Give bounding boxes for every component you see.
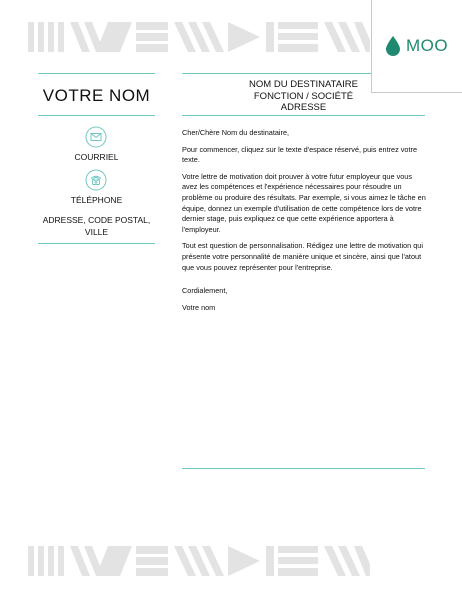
recipient-address: ADRESSE bbox=[280, 102, 327, 113]
sidebar-name-rule bbox=[38, 115, 155, 116]
letter-signature[interactable]: Votre nom bbox=[182, 302, 216, 312]
letter-body bbox=[182, 128, 426, 319]
envelope-icon bbox=[85, 126, 107, 148]
recipient-bottom-rule bbox=[182, 115, 425, 116]
letter-greeting[interactable]: Cher/Chère Nom du destinataire, bbox=[182, 128, 290, 137]
address-label: ADRESSE, CODE POSTAL, VILLE bbox=[42, 215, 151, 237]
recipient-block bbox=[182, 79, 425, 114]
letter-paragraph-3[interactable]: Tout est question de personnalisation. Rédigez une lettre de motivation qui présente votre personnalité de manière unique et sincère, ainsi que l'atout que vous pouvez représenter pour l'entreprise. bbox=[182, 241, 423, 272]
top-decorative-band bbox=[28, 22, 370, 52]
recipient-role: FONCTION / SOCIÉTÉ bbox=[253, 90, 354, 102]
letter-paragraph-1[interactable]: Pour commencer, cliquez sur le texte d'espace réservé, puis entrez votre texte. bbox=[182, 144, 418, 165]
phone-label: TÉLÉPHONE bbox=[70, 195, 123, 205]
letter-closing[interactable]: Cordialement, bbox=[182, 286, 228, 296]
bottom-decorative-band bbox=[28, 546, 370, 576]
recipient-name: NOM DU DESTINATAIRE bbox=[249, 79, 358, 90]
sender-name: VOTRE NOM bbox=[42, 86, 151, 105]
sidebar-bottom-rule bbox=[38, 243, 155, 244]
recipient-top-rule bbox=[182, 73, 371, 74]
email-label: COURRIEL bbox=[74, 152, 119, 162]
letter-bottom-rule bbox=[182, 468, 425, 469]
sidebar-top-rule bbox=[38, 73, 155, 74]
letter-paragraph-2[interactable]: Votre lettre de motivation doit prouver à votre futur employeur que vous avez les compétences et l'expérience nécessaires pour résoudre un problème ou produire des résultats. Par exemple, si vous aimez le tâche en équipe, donnez un exemple d'utilisation de cette compétence lors de votre dernier stage, puis expliquez ce que cette expérience apportera à l'employeur. bbox=[182, 171, 426, 234]
logo-brand: MOO bbox=[406, 36, 449, 55]
drop-icon bbox=[386, 36, 400, 56]
telephone-icon bbox=[85, 169, 107, 191]
